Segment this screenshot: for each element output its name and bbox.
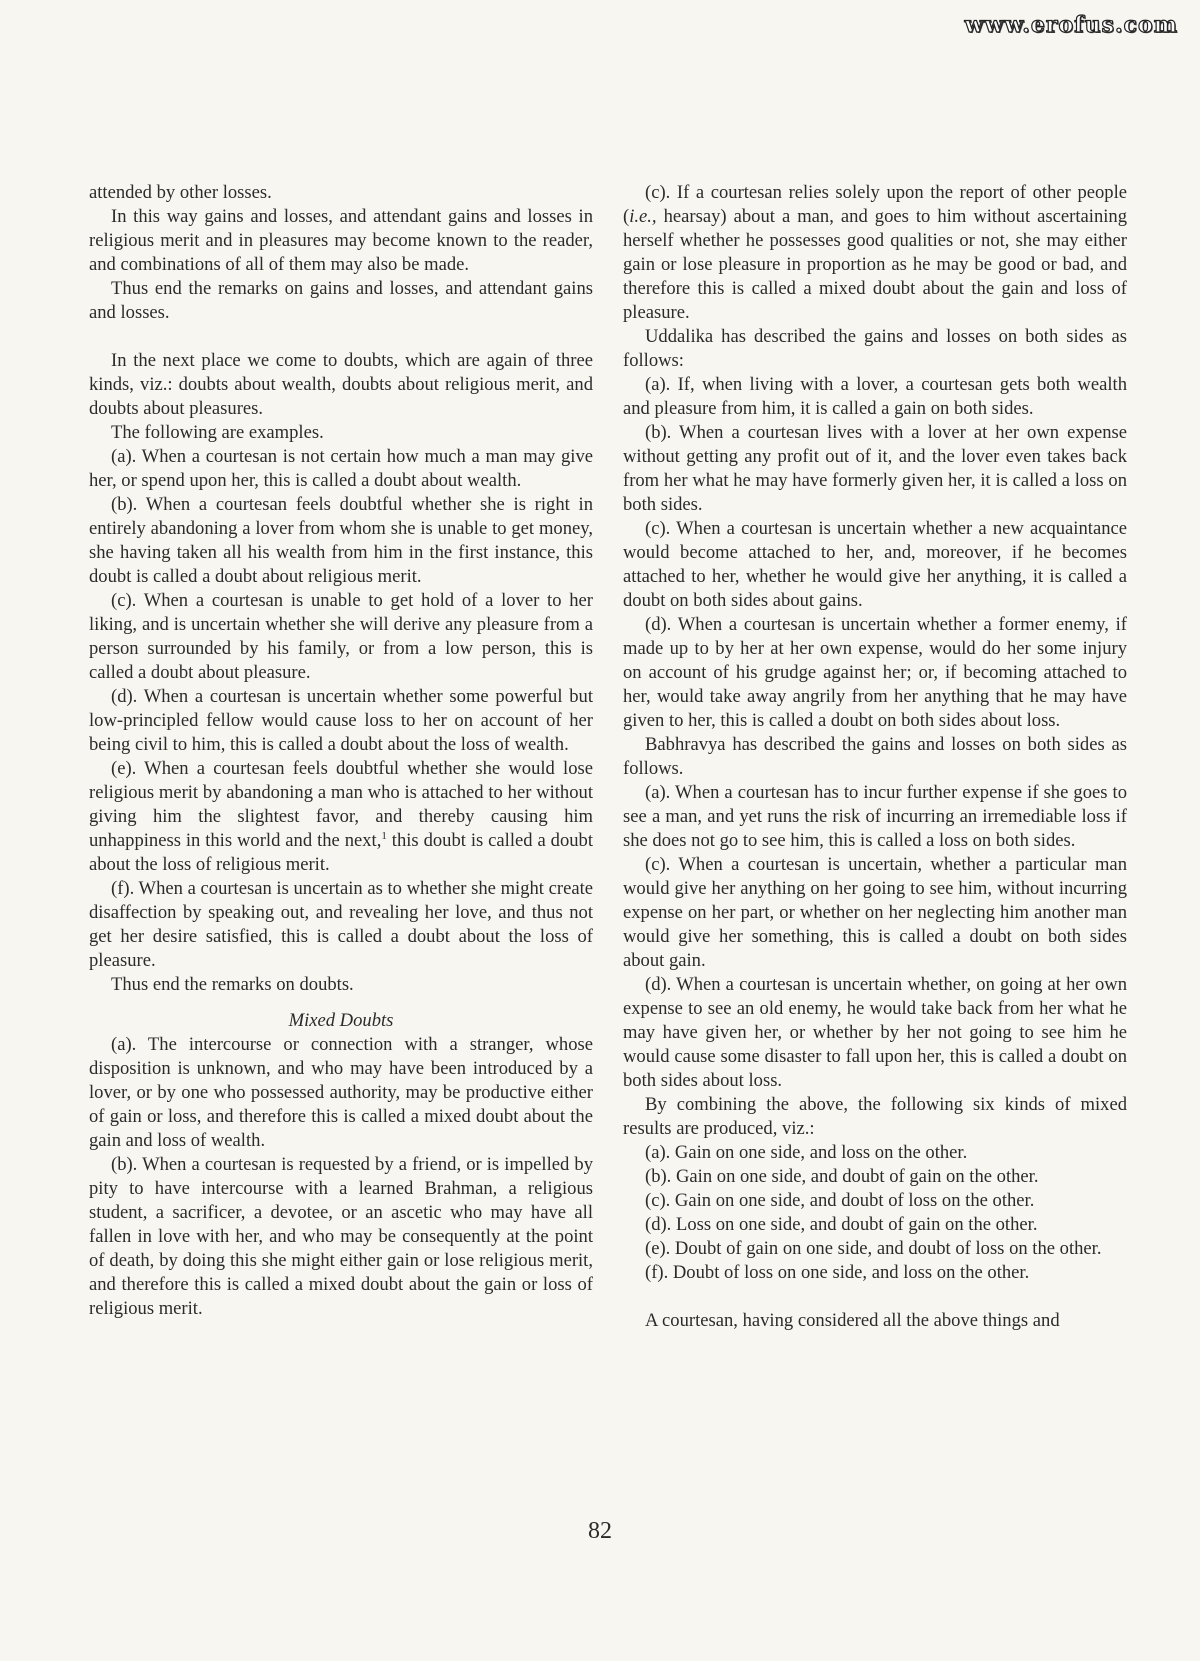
footnote-marker: 1 [381,829,387,842]
list-item: (c). Gain on one side, and doubt of loss on the other. [645,1190,1035,1211]
left-column [89,181,593,1321]
paragraph: Uddalika has described the gains and losses on both sides as follows: [623,326,1127,371]
list-item: (a). Gain on one side, and loss on the other. [645,1142,968,1163]
paragraph: Babhravya has described the gains and losses on both sides as follows. [623,734,1127,779]
list-item: (e). Doubt of gain on one side, and doubt of loss on the other. [645,1238,1102,1259]
paragraph: attended by other losses. [89,182,272,203]
section-heading: Mixed Doubts [288,1010,394,1031]
paragraph: In the next place we come to doubts, which are again of three kinds, viz.: doubts about wealth, doubts about religious merit, and doubts about pleasures. [89,350,593,419]
list-item: (b). Gain on one side, and doubt of gain on the other. [645,1166,1039,1187]
paragraph: In this way gains and losses, and attendant gains and losses in religious merit and in pleasures may become known to the reader, and combinations of all of them may also be made. [89,206,593,275]
paragraph-text: (c). If a courtesan relies solely upon the report of other people ( [623,182,1127,227]
paragraph-text: this doubt is called a doubt about the loss of religious merit. [89,830,593,875]
paragraph: (c). When a courtesan is unable to get hold of a lover to her liking, and is uncertain whether she will derive any pleasure from a person surrounded by his family, or from a low person, this is called a doubt about pleasure. [89,590,593,683]
paragraph: (b). When a courtesan lives with a lover at her own expense without getting any profit out of it, and the lover even takes back from her what he may have formerly given her, it is called a loss on both sides. [623,422,1127,515]
paragraph: (a). If, when living with a lover, a courtesan gets both wealth and pleasure from him, it is called a gain on both sides. [623,374,1127,419]
list-item: (d). Loss on one side, and doubt of gain on the other. [645,1214,1038,1235]
paragraph: (d). When a courtesan is uncertain whether a former enemy, if made up to by her at her own expense, would do her some injury on account of his grudge against her; or, if becoming attached to her, would take away angrily from her anything that he may have given to her, this is called a doubt on both sides about loss. [623,614,1127,731]
paragraph-text: hearsay) about a man, and goes to him without ascertaining herself whether he possesses good qualities or not, she may either gain or lose pleasure in proportion as he may be good or bad, and therefore this is called a mixed doubt about the gain and loss of pleasure. [623,206,1127,323]
paragraph: (b). When a courtesan feels doubtful whether she is right in entirely abandoning a lover from whom she is unable to get money, she having taken all his wealth from him in the first instance, this doubt is called a doubt about religious merit. [89,494,593,587]
paragraph: (c). When a courtesan is uncertain, whether a particular man would give her anything on her going to see him, without incurring expense on her part, or whether on her neglecting him another man would give her something, this is called a doubt on both sides about gain. [623,854,1127,971]
watermark: www.erofus.com [964,12,1178,38]
page-number: 82 [588,1518,612,1544]
paragraph: Thus end the remarks on gains and losses, and attendant gains and losses. [89,278,593,323]
paragraph [89,757,593,877]
right-column [623,181,1127,1333]
paragraph: By combining the above, the following six kinds of mixed results are produced, viz.: [623,1094,1127,1139]
paragraph: (f). When a courtesan is uncertain as to whether she might create disaffection by speaking out, and revealing her love, and thus not get her desire satisfied, this is called a doubt about the loss of pleasure. [89,878,593,971]
italic-text: i.e., [629,206,657,227]
paragraph: (d). When a courtesan is uncertain whether some powerful but low-principled fellow would cause loss to her on account of her being civil to him, this is called a doubt about the loss of wealth. [89,686,593,755]
paragraph-text: (e). When a courtesan feels doubtful whether she would lose religious merit by abandoning a man who is attached to her without giving him the slightest favor, and thereby causing him unhappiness in this world and the next, [89,758,593,851]
paragraph: (a). The intercourse or connection with a stranger, whose disposition is unknown, and who may have been introduced by a lover, or by one who possessed authority, may be productive either of gain or loss, and therefore this is called a mixed doubt about the gain and loss of wealth. [89,1034,593,1151]
paragraph: Thus end the remarks on doubts. [111,974,354,995]
list-item: (f). Doubt of loss on one side, and loss on the other. [645,1262,1030,1283]
paragraph: (a). When a courtesan is not certain how much a man may give her, or spend upon her, this is called a doubt about wealth. [89,446,593,491]
paragraph: (b). When a courtesan is requested by a friend, or is impelled by pity to have intercourse with a learned Brahman, a religious student, a sacrificer, a devotee, or an ascetic who may have all fallen in love with her, and who may be consequently at the point of death, by doing this she might either gain or lose religious merit, and therefore this is called a mixed doubt about the gain or loss of religious merit. [89,1154,593,1319]
paragraph: (a). When a courtesan has to incur further expense if she goes to see a man, and yet runs the risk of incurring an irremediable loss if she does not go to see him, this is called a loss on both sides. [623,782,1127,851]
paragraph [623,181,1127,325]
paragraph: (d). When a courtesan is uncertain whether, on going at her own expense to see an old enemy, he would take back from her what he may have given her, or whether by her not going to see him he would cause some disaster to fall upon her, this is called a doubt on both sides about loss. [623,974,1127,1091]
paragraph: The following are examples. [111,422,324,443]
paragraph: A courtesan, having considered all the above things and [645,1310,1060,1331]
paragraph: (c). When a courtesan is uncertain whether a new acquaintance would become attached to her, and, moreover, if he becomes attached to her, whether he would give her anything, it is called a doubt on both sides about gains. [623,518,1127,611]
